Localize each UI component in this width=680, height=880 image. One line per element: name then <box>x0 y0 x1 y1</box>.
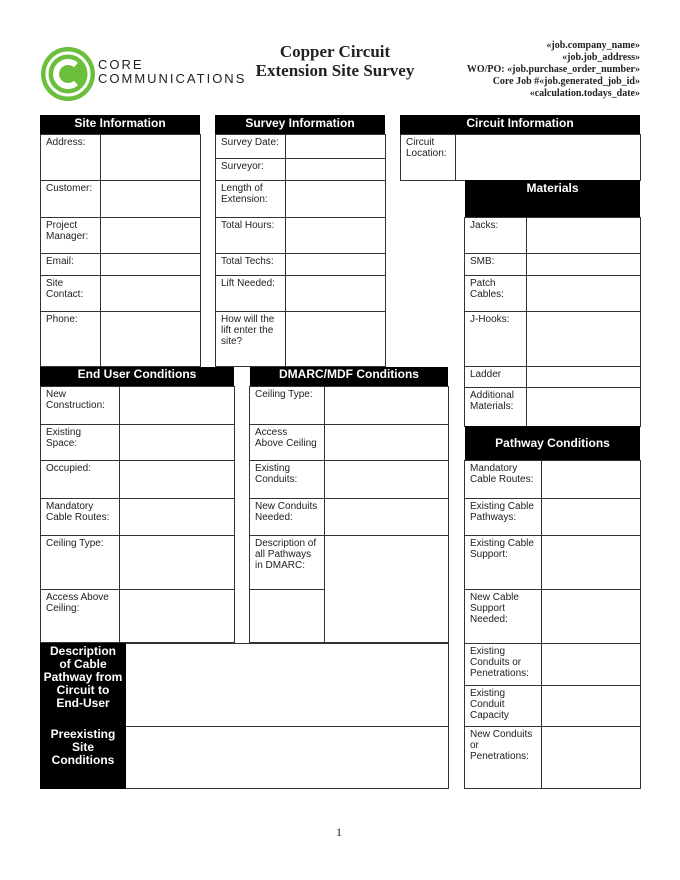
total-techs-field[interactable] <box>286 254 385 275</box>
address-label: Address: <box>46 137 86 148</box>
dmarc-access-above-label: Access Above Ceiling <box>255 427 317 449</box>
patch-cables-field[interactable] <box>527 276 640 311</box>
length-label: Length of Extension: <box>221 183 268 205</box>
meta-po: WO/PO: «job.purchase_order_number» <box>466 64 640 75</box>
pw-new-support-label: New Cable Support Needed: <box>470 592 519 625</box>
page-number: 1 <box>336 825 342 839</box>
customer-label: Customer: <box>46 183 93 194</box>
dmarc-heading: DMARC/MDF Conditions <box>250 367 448 387</box>
address-field[interactable] <box>101 135 200 180</box>
document-title-line1: Copper Circuit <box>279 42 391 61</box>
pw-new-conduits-label: New Conduits or Penetrations: <box>470 729 533 762</box>
end-user-heading: End User Conditions <box>40 367 234 387</box>
materials-heading: Materials <box>465 180 640 218</box>
lift-enter-label: How will the lift enter the site? <box>221 314 275 347</box>
new-construction-field[interactable] <box>120 387 234 424</box>
circuit-info-heading: Circuit Information <box>400 115 640 135</box>
smb-field[interactable] <box>527 254 640 275</box>
email-label: Email: <box>46 256 74 267</box>
additional-materials-label: Additional Materials: <box>470 390 514 412</box>
dmarc-ceiling-type-field[interactable] <box>325 387 448 424</box>
pathway-heading: Pathway Conditions <box>465 426 640 461</box>
smb-label: SMB: <box>470 256 495 267</box>
survey-date-label: Survey Date: <box>221 137 279 148</box>
eu-mandatory-routes-field[interactable] <box>120 499 234 535</box>
preexisting-conditions-field[interactable] <box>127 727 448 788</box>
jhooks-field[interactable] <box>527 312 640 366</box>
meta-company: «job.company_name» <box>546 40 640 51</box>
project-manager-label: Project Manager: <box>46 220 89 242</box>
occupied-field[interactable] <box>120 461 234 498</box>
survey-info-heading: Survey Information <box>215 115 385 135</box>
logo-circle-icon <box>40 46 96 102</box>
existing-space-label: Existing Space: <box>46 427 82 449</box>
dmarc-description-field[interactable] <box>325 536 448 642</box>
surveyor-label: Surveyor: <box>221 161 264 172</box>
company-logo <box>40 46 96 102</box>
pw-existing-pathways-label: Existing Cable Pathways: <box>470 501 534 523</box>
eu-ceiling-type-field[interactable] <box>120 536 234 589</box>
email-field[interactable] <box>101 254 200 275</box>
total-hours-field[interactable] <box>286 218 385 253</box>
phone-field[interactable] <box>101 312 200 366</box>
pw-existing-support-label: Existing Cable Support: <box>470 538 534 560</box>
lift-needed-field[interactable] <box>286 276 385 311</box>
site-info-heading: Site Information <box>40 115 200 135</box>
circuit-location-field[interactable] <box>456 135 640 180</box>
pw-mandatory-routes-field[interactable] <box>542 461 640 498</box>
eu-ceiling-type-label: Ceiling Type: <box>46 538 104 549</box>
pw-existing-support-field[interactable] <box>542 536 640 589</box>
jhooks-label: J-Hooks: <box>470 314 510 325</box>
new-construction-label: New Construction: <box>46 389 105 411</box>
length-field[interactable] <box>286 181 385 217</box>
jacks-field[interactable] <box>527 218 640 253</box>
total-hours-label: Total Hours: <box>221 220 275 231</box>
site-contact-label: Site Contact: <box>46 278 84 300</box>
lift-enter-field[interactable] <box>286 312 385 366</box>
pw-existing-conduits-field[interactable] <box>542 644 640 685</box>
cable-pathway-description-field[interactable] <box>127 644 448 726</box>
survey-date-field[interactable] <box>286 135 385 158</box>
ladder-label: Ladder <box>470 369 502 380</box>
additional-materials-field[interactable] <box>527 388 640 426</box>
occupied-label: Occupied: <box>46 463 92 474</box>
pw-existing-conduits-label: Existing Conduits or Penetrations: <box>470 646 529 679</box>
dmarc-ceiling-type-label: Ceiling Type: <box>255 389 313 400</box>
phone-label: Phone: <box>46 314 78 325</box>
existing-space-field[interactable] <box>120 425 234 460</box>
preexisting-conditions-heading: Preexisting Site Conditions <box>40 726 126 789</box>
customer-field[interactable] <box>101 181 200 217</box>
dmarc-existing-conduits-field[interactable] <box>325 461 448 498</box>
site-contact-field[interactable] <box>101 276 200 311</box>
dmarc-new-conduits-label: New Conduits Needed: <box>255 501 318 523</box>
pw-new-support-field[interactable] <box>542 590 640 643</box>
meta-date: «calculation.todays_date» <box>529 88 640 99</box>
pw-conduit-capacity-label: Existing Conduit Capacity <box>470 688 509 721</box>
eu-access-above-label: Access Above Ceiling: <box>46 592 109 614</box>
total-techs-label: Total Techs: <box>221 256 274 267</box>
dmarc-description-label: Description of all Pathways in DMARC: <box>255 538 317 571</box>
pw-existing-pathways-field[interactable] <box>542 499 640 535</box>
meta-job: Core Job #«job.generated_job_id» <box>492 76 640 87</box>
lift-needed-label: Lift Needed: <box>221 278 275 289</box>
cable-pathway-description-heading: Description of Cable Pathway from Circuit to End-User <box>40 643 126 727</box>
jacks-label: Jacks: <box>470 220 499 231</box>
pw-mandatory-routes-label: Mandatory Cable Routes: <box>470 463 534 485</box>
circuit-location-label: Circuit Location: <box>406 137 447 159</box>
surveyor-field[interactable] <box>286 159 385 180</box>
pw-new-conduits-field[interactable] <box>542 727 640 788</box>
project-manager-field[interactable] <box>101 218 200 253</box>
dmarc-existing-conduits-label: Existing Conduits: <box>255 463 298 485</box>
meta-address: «job.job_address» <box>562 52 640 63</box>
patch-cables-label: Patch Cables: <box>470 278 504 300</box>
ladder-field[interactable] <box>527 367 640 387</box>
eu-mandatory-routes-label: Mandatory Cable Routes: <box>46 501 110 523</box>
logo-wordmark: CORE COMMUNICATIONS <box>98 57 247 86</box>
pw-conduit-capacity-field[interactable] <box>542 686 640 726</box>
dmarc-access-above-field[interactable] <box>325 425 448 460</box>
dmarc-new-conduits-field[interactable] <box>325 499 448 535</box>
document-title-line2: Extension Site Survey <box>255 61 415 80</box>
eu-access-above-field[interactable] <box>120 590 234 642</box>
